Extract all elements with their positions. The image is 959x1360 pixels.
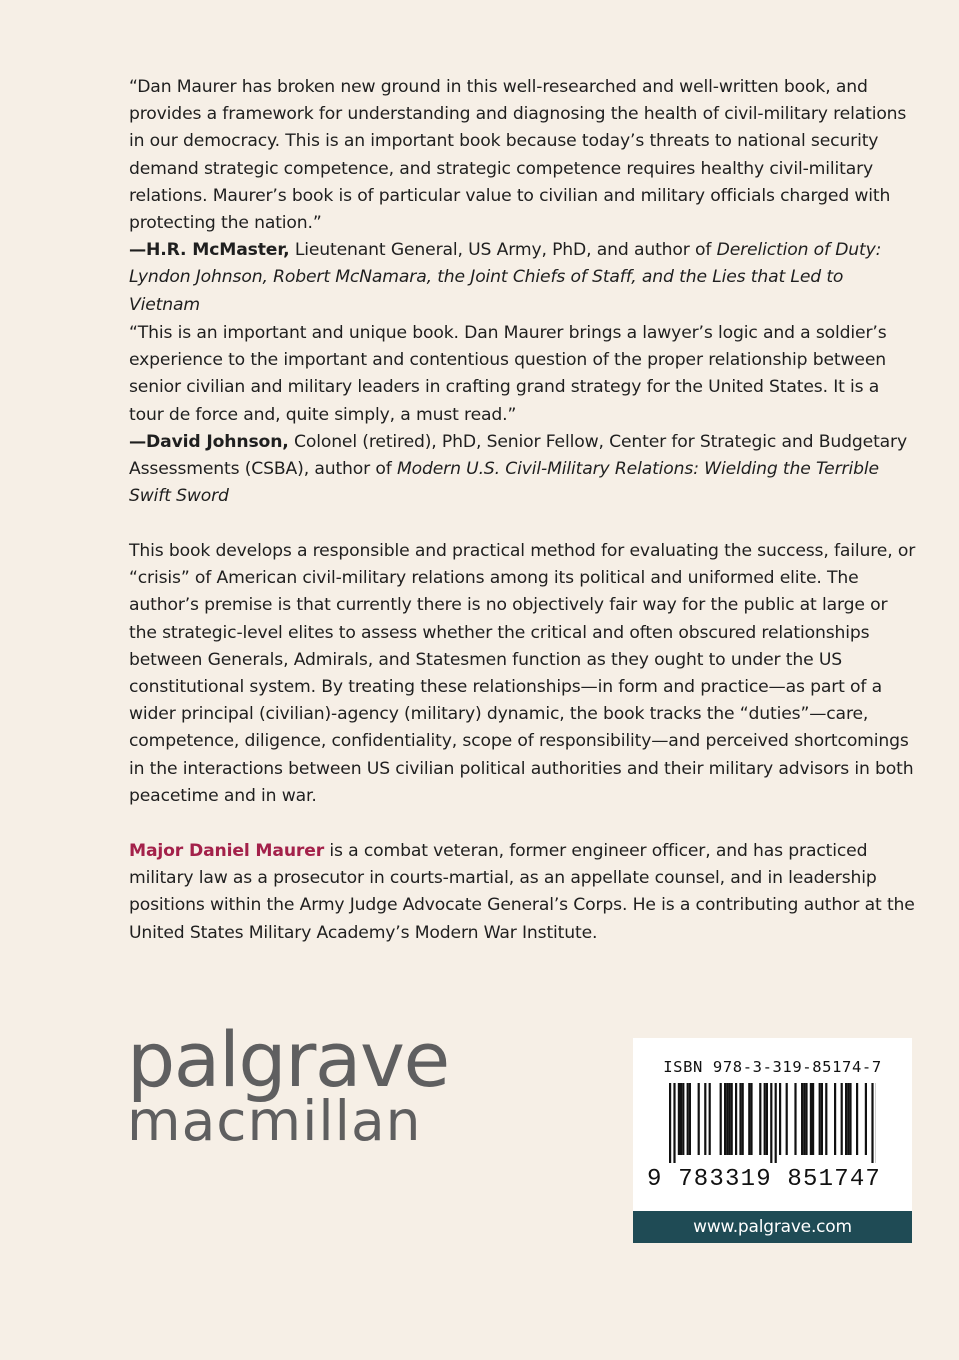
author-name: Major Daniel Maurer: [129, 841, 325, 861]
ean-digits: 9 783319 851747: [647, 1166, 882, 1193]
book-description: [129, 538, 919, 810]
barcode-bar: [779, 1083, 781, 1155]
endorser-book-title: Dereliction of Duty: Lyndon Johnson, Robert McNamara, the Joint Chiefs of Staff, and the Lies that Led to Vietnam: [129, 240, 882, 315]
barcode-bar: [847, 1083, 849, 1155]
barcode-bar: [750, 1083, 752, 1155]
barcode-bar: [856, 1083, 858, 1155]
bio-text: is a combat veteran, former engineer officer, and has practiced military law as a prosecutor in courts-martial, as an appellate counsel, and in leadership positions within the Army Judge Advocate General’s Corps. He is a contributing author at the United States Military Academy’s Modern War Institute.: [129, 841, 915, 943]
endorsement-johnson: [129, 320, 919, 510]
barcode-bar: [689, 1083, 691, 1155]
barcode-bar: [678, 1083, 680, 1155]
barcode-bar: [720, 1083, 722, 1155]
logo-line-macmillan: macmillan: [127, 1089, 422, 1153]
barcode-bar: [728, 1083, 730, 1155]
barcode-bar: [803, 1083, 805, 1155]
barcode-bar: [680, 1083, 682, 1155]
endorser-book-title: Modern U.S. Civil-Military Relations: Wielding the Terrible Swift Sword: [129, 459, 879, 507]
barcode-bar: [731, 1083, 733, 1155]
isbn-label: ISBN 978-3-319-85174-7: [663, 1058, 882, 1076]
publisher-url: www.palgrave.com: [633, 1211, 912, 1243]
endorsement-attribution: [129, 429, 919, 511]
endorser-details: Colonel (retired), PhD, Senior Fellow, Center for Strategic and Budgetary Assessments (CSBA), author of: [129, 431, 907, 480]
isbn-barcode: [633, 1038, 912, 1211]
barcode-bar: [801, 1083, 803, 1155]
barcode-bar: [759, 1083, 761, 1155]
bio-paragraph: [129, 838, 919, 947]
barcode-bar: [841, 1083, 843, 1155]
endorser-name: —H.R. McMaster,: [129, 240, 290, 261]
endorsement-attribution: [129, 237, 919, 319]
barcode-bar: [669, 1083, 671, 1163]
barcode-bar: [825, 1083, 827, 1155]
barcode-bar: [812, 1083, 814, 1155]
barcode-bar: [871, 1083, 873, 1163]
barcode-bar: [704, 1083, 706, 1155]
barcode-bar: [819, 1083, 821, 1155]
barcode-bar: [724, 1083, 726, 1155]
barcode-bar: [770, 1083, 772, 1163]
endorsement-quote-text: “Dan Maurer has broken new ground in this well-researched and well-written book, and provides a framework for understanding and diagnosing the health of civil-military relations in our democracy. This is an important book because today’s threats to national security demand strategic competence, and strategic competence requires healthy civil-military relations. Maurer’s book is of particular value to civilian and military officials charged with protecting the nation.”: [129, 77, 907, 234]
barcode-bar: [764, 1083, 766, 1155]
barcode-bar: [775, 1083, 777, 1163]
logo-line-palgrave: palgrave: [127, 1015, 449, 1104]
barcode-bar: [673, 1083, 675, 1163]
barcode-bar: [766, 1083, 768, 1155]
publisher-logo: [127, 1015, 449, 1153]
barcode-bar: [748, 1083, 750, 1155]
barcode-bar: [735, 1083, 737, 1155]
barcode-bar: [698, 1083, 700, 1155]
barcode-bars: [669, 1083, 876, 1163]
barcode-bar: [739, 1083, 741, 1155]
barcode-bar: [845, 1083, 847, 1155]
barcode-bar: [687, 1083, 689, 1155]
barcode-bar: [742, 1083, 744, 1155]
barcode-bar: [726, 1083, 728, 1155]
barcode-bar: [865, 1083, 867, 1155]
barcode-bar: [794, 1083, 796, 1155]
barcode-bar: [821, 1083, 823, 1155]
barcode-bar: [849, 1083, 851, 1155]
endorsement-quote-text: “This is an important and unique book. Dan Maurer brings a lawyer’s logic and a soldier’s experience to the important and contentious question of the proper relationship between senior civilian and military leaders in crafting grand strategy for the United States. It is a tour de force and, quite simply, a must read.”: [129, 323, 887, 425]
endorser-details: Lieutenant General, US Army, PhD, and author of: [289, 240, 717, 261]
barcode-bar: [810, 1083, 812, 1155]
barcode-bar: [709, 1083, 711, 1155]
endorsement-mcmaster: [129, 74, 919, 319]
barcode-bar: [682, 1083, 684, 1155]
barcode-bar: [834, 1083, 836, 1155]
description-text: This book develops a responsible and practical method for evaluating the success, failure, or “crisis” of American civil-military relations among its political and uniformed elite. The author’s premise is that currently there is no objectively fair way for the public at large or the strategic-level elites to assess whether the critical and often obscured relationships between Generals, Admirals, and Statesmen function as they ought to under the US constitutional system. By treating these relationships—in form and practice—as part of a wider principal (civilian)-agency (military) dynamic, the book tracks the “duties”—care, competence, diligence, confidentiality, scope of responsibility—and perceived shortcomings in the interactions between US civilian political authorities and their military advisors in both peacetime and in war.: [129, 541, 916, 806]
barcode-bar: [786, 1083, 788, 1155]
author-bio: [129, 838, 919, 947]
barcode-bar: [805, 1083, 807, 1155]
endorser-name: —David Johnson,: [129, 431, 289, 452]
